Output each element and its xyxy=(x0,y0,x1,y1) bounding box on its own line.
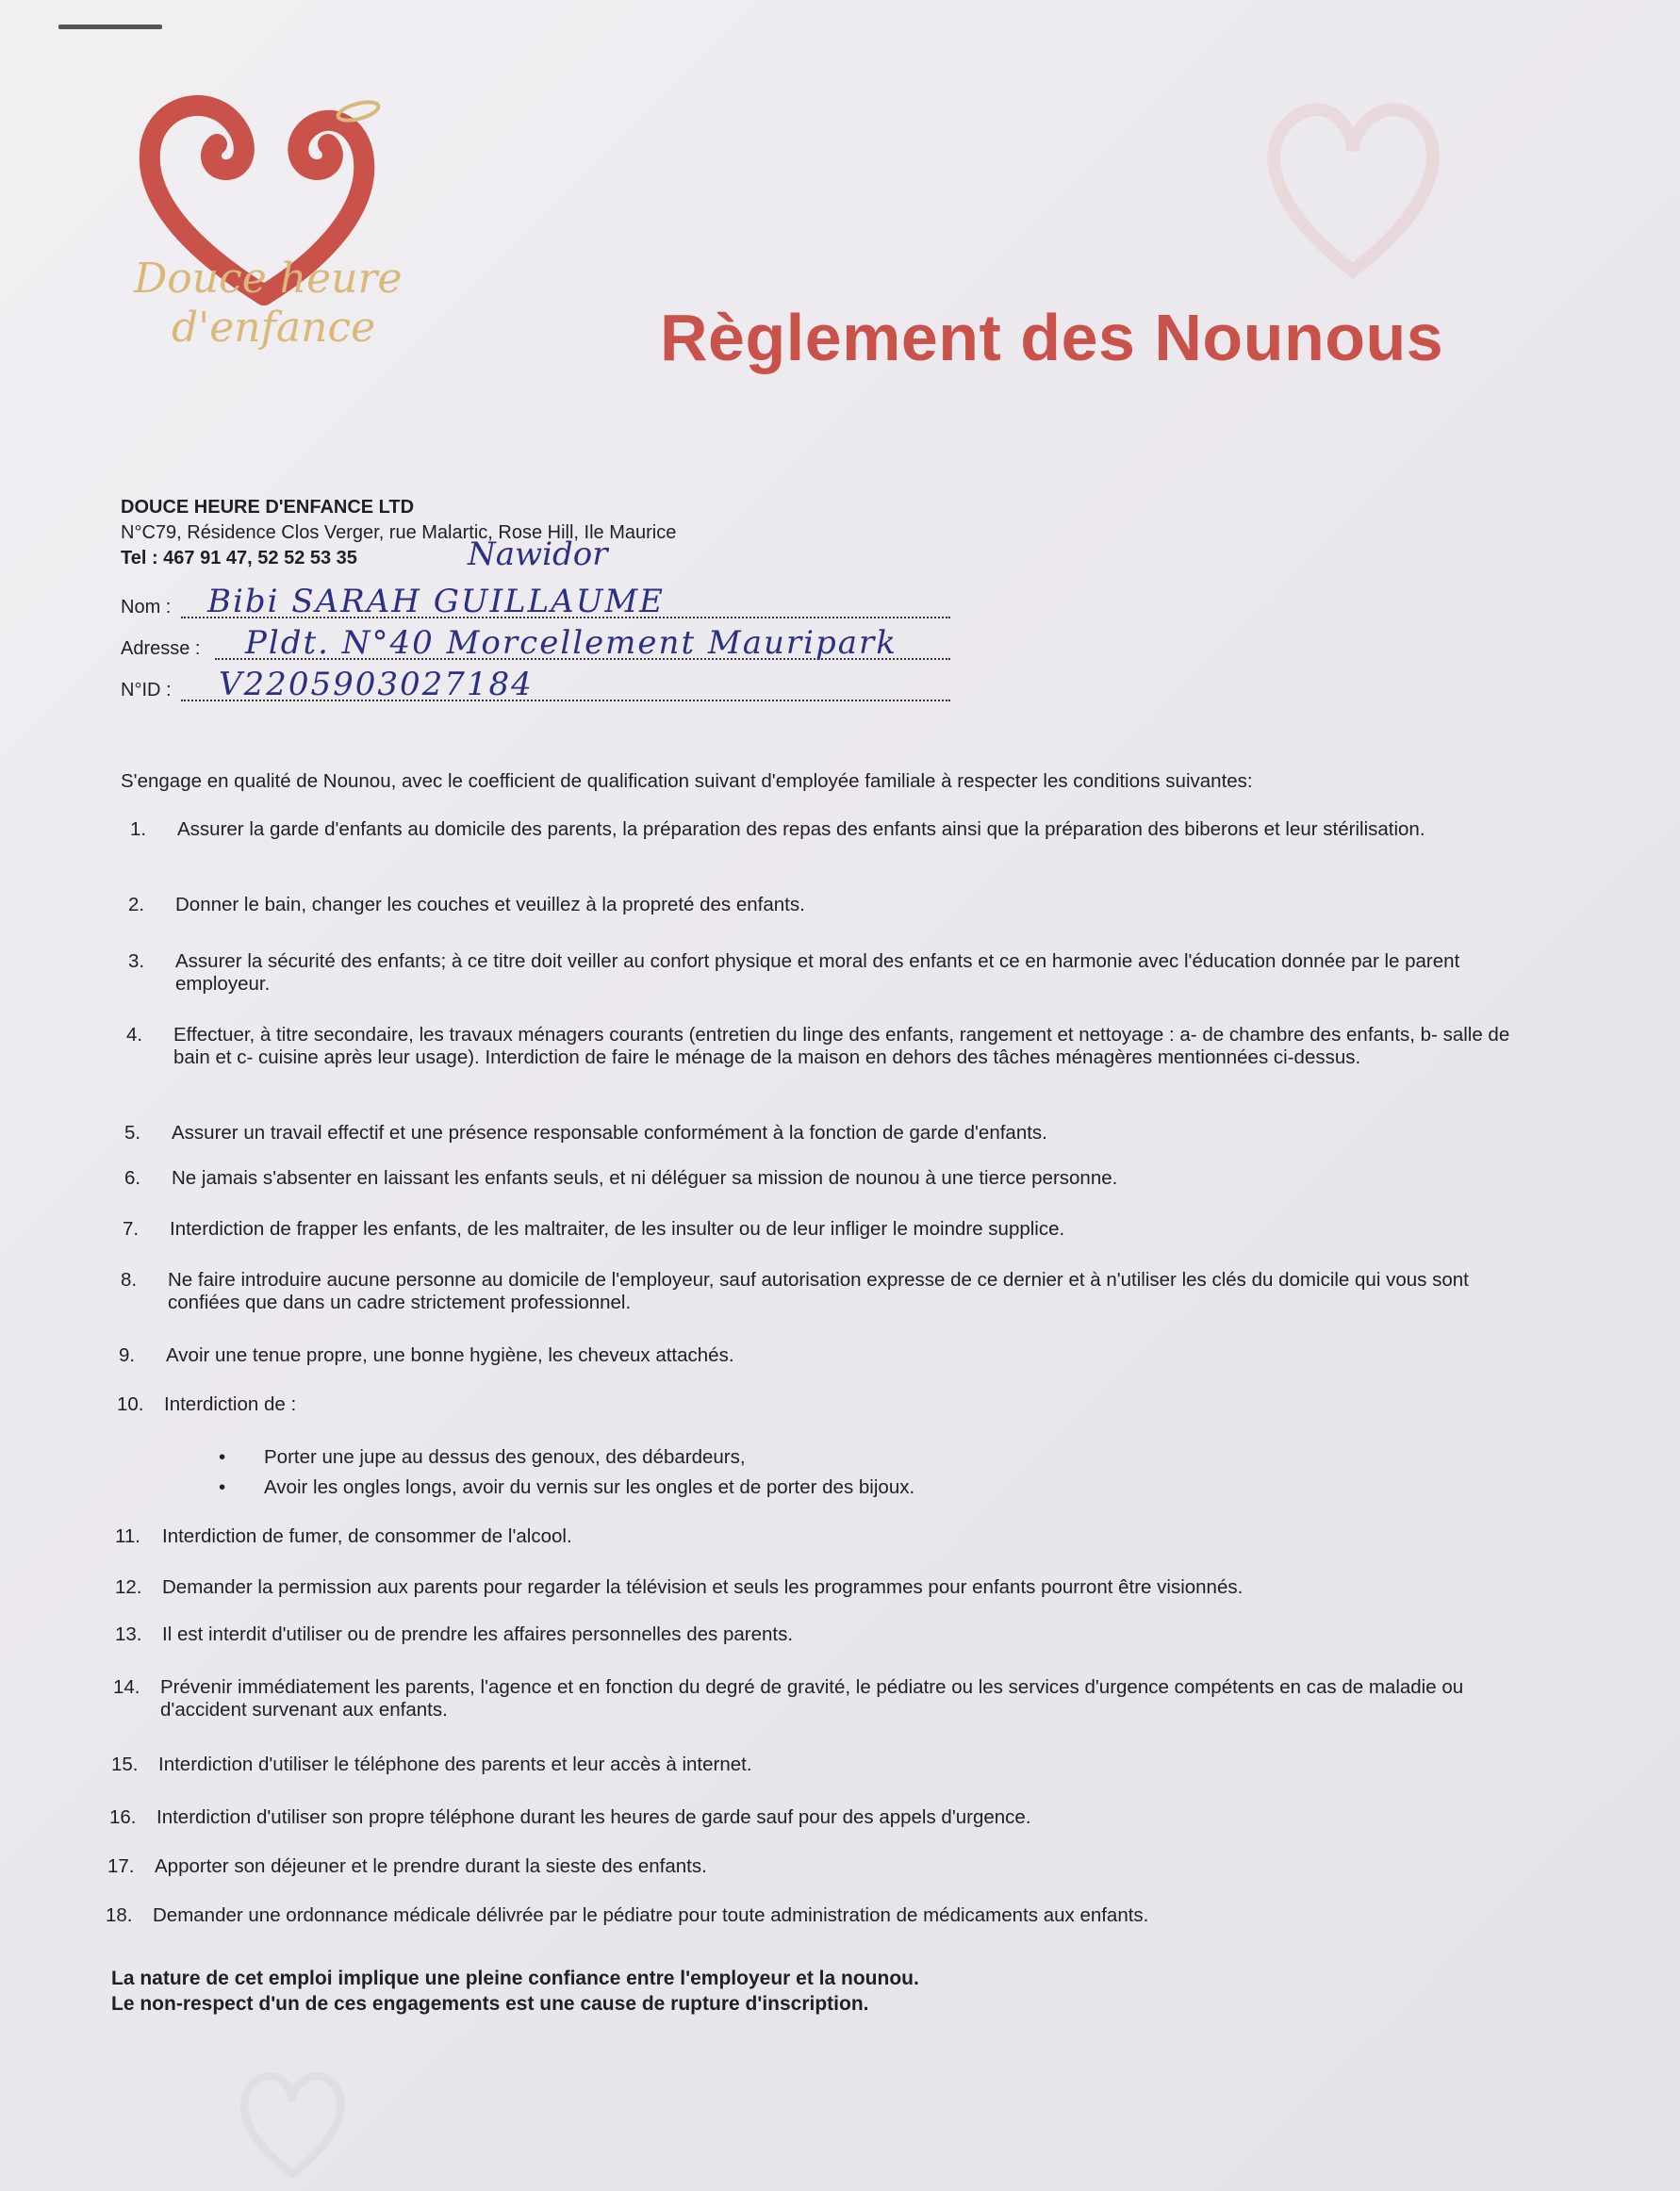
id-label: N°ID : xyxy=(121,680,172,700)
rule-text: Assurer la sécurité des enfants; à ce titre doit veiller au confort physique et moral des enfants et ce en harmonie avec l'éducation donnée par le parent employeur. xyxy=(175,950,1460,995)
company-name: DOUCE HEURE D'ENFANCE LTD xyxy=(121,497,415,518)
watermark-heart-bottom-icon xyxy=(217,2055,368,2187)
logo-text-line2: d'enfance xyxy=(172,304,376,352)
adresse-value: Pldt. N°40 Morcellement Mauripark xyxy=(245,624,898,662)
rule-text: Apporter son déjeuner et le prendre durant la sieste des enfants. xyxy=(155,1855,707,1877)
interdiction-bullets xyxy=(219,1442,914,1503)
rule-number: 10. xyxy=(117,1393,144,1415)
footer-line-2: Le non-respect d'un de ces engagements est une cause de rupture d'inscription. xyxy=(111,1993,869,2015)
rule-text: Interdiction de fumer, de consommer de l'alcool. xyxy=(162,1525,572,1547)
rule-number: 9. xyxy=(119,1344,136,1366)
rule-number: 6. xyxy=(124,1167,141,1189)
rule-text: Ne jamais s'absenter en laissant les enfants seuls, et ni déléguer sa mission de nounou à une tierce personne. xyxy=(172,1167,1118,1189)
nom-label: Nom : xyxy=(121,597,172,618)
rule-text: Assurer la garde d'enfants au domicile des parents, la préparation des repas des enfants ainsi que la préparation des biberons et leur stérilisation. xyxy=(177,818,1425,840)
handwritten-note: Nawidor xyxy=(468,535,608,573)
logo-text-line1: Douce heure xyxy=(134,255,403,303)
id-value: V2205903027184 xyxy=(219,666,534,703)
rule-number: 7. xyxy=(123,1218,140,1240)
rule-text: Demander une ordonnance médicale délivrée par le pédiatre pour toute administration de médicaments aux enfants. xyxy=(153,1904,1149,1926)
footer-line-1: La nature de cet emploi implique une pleine confiance entre l'employeur et la nounou. xyxy=(111,1968,919,1989)
rule-number: 18. xyxy=(106,1904,133,1926)
bullet-item: • Porter une jupe au dessus des genoux, des débardeurs, xyxy=(219,1442,914,1473)
rule-text: Interdiction d'utiliser son propre téléphone durant les heures de garde sauf pour des appels d'urgence. xyxy=(156,1806,1031,1828)
rule-number: 17. xyxy=(107,1855,135,1877)
rule-number: 15. xyxy=(111,1754,139,1775)
rule-text: Il est interdit d'utiliser ou de prendre les affaires personnelles des parents. xyxy=(162,1623,794,1645)
rule-number: 12. xyxy=(115,1576,142,1598)
page-title: Règlement des Nounous xyxy=(660,301,1444,374)
rule-text: Demander la permission aux parents pour regarder la télévision et seuls les programmes pour enfants pourront être visionnés. xyxy=(162,1576,1244,1598)
bullet-item: • Avoir les ongles longs, avoir du vernis sur les ongles et de porter des bijoux. xyxy=(219,1473,914,1503)
rule-number: 8. xyxy=(121,1269,138,1291)
rule-number: 14. xyxy=(113,1676,140,1698)
rule-text: Avoir une tenue propre, une bonne hygiène, les cheveux attachés. xyxy=(166,1344,734,1366)
rule-number: 3. xyxy=(128,950,145,972)
rule-text: Assurer un travail effectif et une présence responsable conformément à la fonction de garde d'enfants. xyxy=(172,1122,1047,1144)
rule-number: 1. xyxy=(130,818,147,840)
company-phone: Tel : 467 91 47, 52 52 53 35 xyxy=(121,548,357,568)
rule-number: 16. xyxy=(109,1806,137,1828)
rule-text: Interdiction d'utiliser le téléphone des parents et leur accès à internet. xyxy=(158,1754,752,1775)
rule-text: Effectuer, à titre secondaire, les travaux ménagers courants (entretien du linge des enfants, rangement et nettoyage : a- de chambre des enfants, b- salle de bain et c- cuisine après leur usage). Interdiction de faire le ménage de la maison en dehors des tâches ménagères mentionnées ci-dessus. xyxy=(173,1024,1510,1068)
rule-text: Prévenir immédiatement les parents, l'agence et en fonction du degré de gravité, le pédiatre ou les services d'urgence compétents en cas de maladie ou d'accident survenant aux enfants. xyxy=(160,1676,1464,1721)
intro-statement: S'engage en qualité de Nounou, avec le coefficient de qualification suivant d'employée familiale à respecter les conditions suivantes: xyxy=(121,770,1253,792)
rule-text: Ne faire introduire aucune personne au domicile de l'employeur, sauf autorisation expresse de ce dernier et à n'utiliser les clés du domicile qui vous sont confiées que dans un cadre strictement professionnel. xyxy=(168,1269,1469,1313)
rule-number: 4. xyxy=(126,1024,143,1046)
rule-number: 2. xyxy=(128,894,145,915)
rule-text: Interdiction de frapper les enfants, de les maltraiter, de les insulter ou de leur infliger le moindre supplice. xyxy=(170,1218,1065,1240)
footer-statement xyxy=(111,1966,919,2017)
rule-number: 13. xyxy=(115,1623,142,1645)
adresse-label: Adresse : xyxy=(121,638,201,659)
rule-number: 5. xyxy=(124,1122,141,1144)
rule-text: Interdiction de : xyxy=(164,1393,297,1415)
rule-text: Donner le bain, changer les couches et veuillez à la propreté des enfants. xyxy=(175,894,805,915)
rule-number: 11. xyxy=(115,1525,140,1547)
nom-value: Bibi SARAH GUILLAUME xyxy=(207,583,666,620)
company-address: N°C79, Résidence Clos Verger, rue Malartic, Rose Hill, Ile Maurice xyxy=(121,522,677,543)
